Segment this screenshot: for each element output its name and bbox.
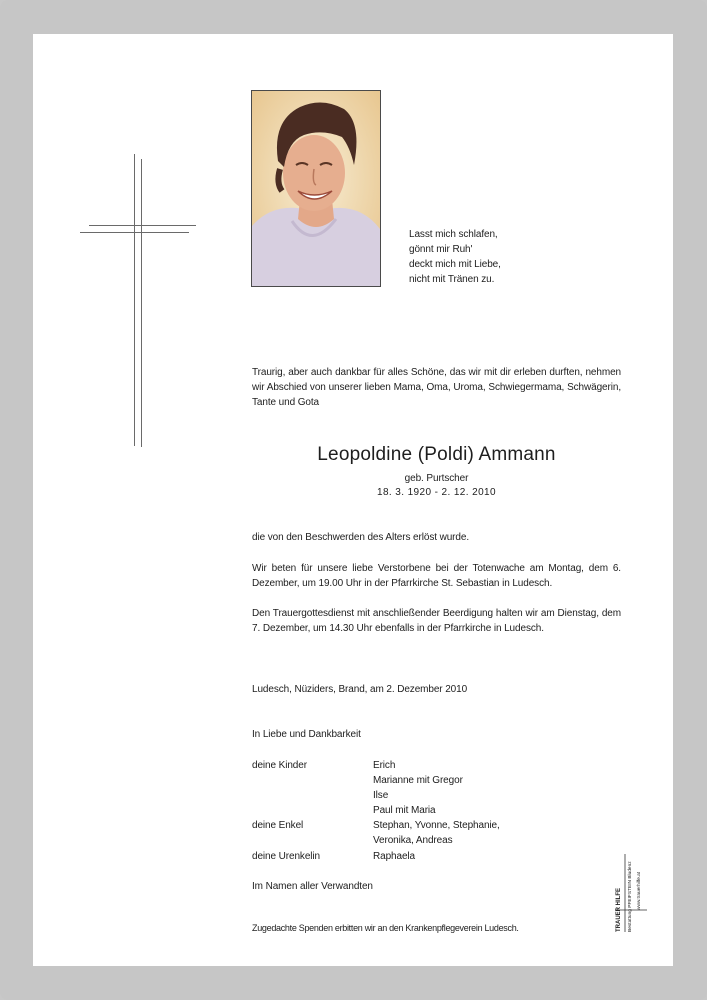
relatives-text: Im Namen aller Verwandten [252, 881, 373, 892]
grandchildren-list [373, 818, 500, 848]
great-grandchildren-label: deine Urenkelin [252, 851, 320, 862]
donations-text: Zugedachte Spenden erbitten wir an den Krankenpflegeverein Ludesch. [252, 923, 519, 933]
wake-text: Wir beten für unsere liebe Verstorbene bei der Totenwache am Montag, dem 6. Dezember, um 19.00 Uhr in der Pfarrkirche St. Sebastian in Ludesch. [252, 563, 621, 589]
funeral-home-logo [613, 852, 649, 932]
children-label: deine Kinder [252, 760, 307, 771]
quote-block [409, 227, 549, 287]
deceased-name: Leopoldine (Poldi) Ammann [317, 444, 556, 465]
quote-line: nicht mit Tränen zu. [409, 274, 495, 285]
list-item: Veronika, Andreas [373, 835, 453, 846]
list-item: Paul mit Maria [373, 805, 436, 816]
portrait-photo [251, 90, 381, 287]
life-dates: 18. 3. 1920 - 2. 12. 2010 [377, 487, 496, 498]
funeral-text: Den Trauergottesdienst mit anschließender Beerdigung halten wir am Dienstag, dem 7. Dezember, um 14.30 Uhr ebenfalls in der Pfarrkirche in Ludesch. [252, 608, 621, 634]
quote-line: deckt mich mit Liebe, [409, 259, 501, 270]
birth-name: geb. Purtscher [404, 473, 469, 484]
quote-line: Lasst mich schlafen, [409, 229, 498, 240]
list-item: Raphaela [373, 851, 416, 862]
list-item: Stephan, Yvonne, Stephanie, [373, 820, 500, 831]
portrait-illustration [252, 91, 380, 286]
logo-line2: Bestattung PFEIFSTEIN Bludenz [628, 861, 633, 932]
logo-line3: www.trauerhilfe.at [637, 871, 642, 910]
great-grandchildren-list [373, 849, 415, 864]
obituary-sheet [33, 34, 673, 966]
list-item: Erich [373, 760, 396, 771]
intro-text: Traurig, aber auch dankbar für alles Schöne, das wir mit dir erleben durften, nehmen wir Abschied von unserer lieben Mama, Oma, Uroma, Schwiegermama, Schwägerin, Tante und Gota [252, 367, 621, 408]
list-item: Marianne mit Gregor [373, 775, 463, 786]
list-item: Ilse [373, 790, 389, 801]
quote-line: gönnt mir Ruh' [409, 244, 473, 255]
children-list [373, 758, 463, 818]
in-love-text: In Liebe und Dankbarkeit [252, 729, 361, 740]
place-date-text: Ludesch, Nüziders, Brand, am 2. Dezember 2010 [252, 684, 468, 695]
grandchildren-label: deine Enkel [252, 820, 304, 831]
logo-line1: TRAUER HILFE [616, 888, 622, 932]
relieved-text: die von den Beschwerden des Alters erlöst wurde. [252, 532, 469, 543]
